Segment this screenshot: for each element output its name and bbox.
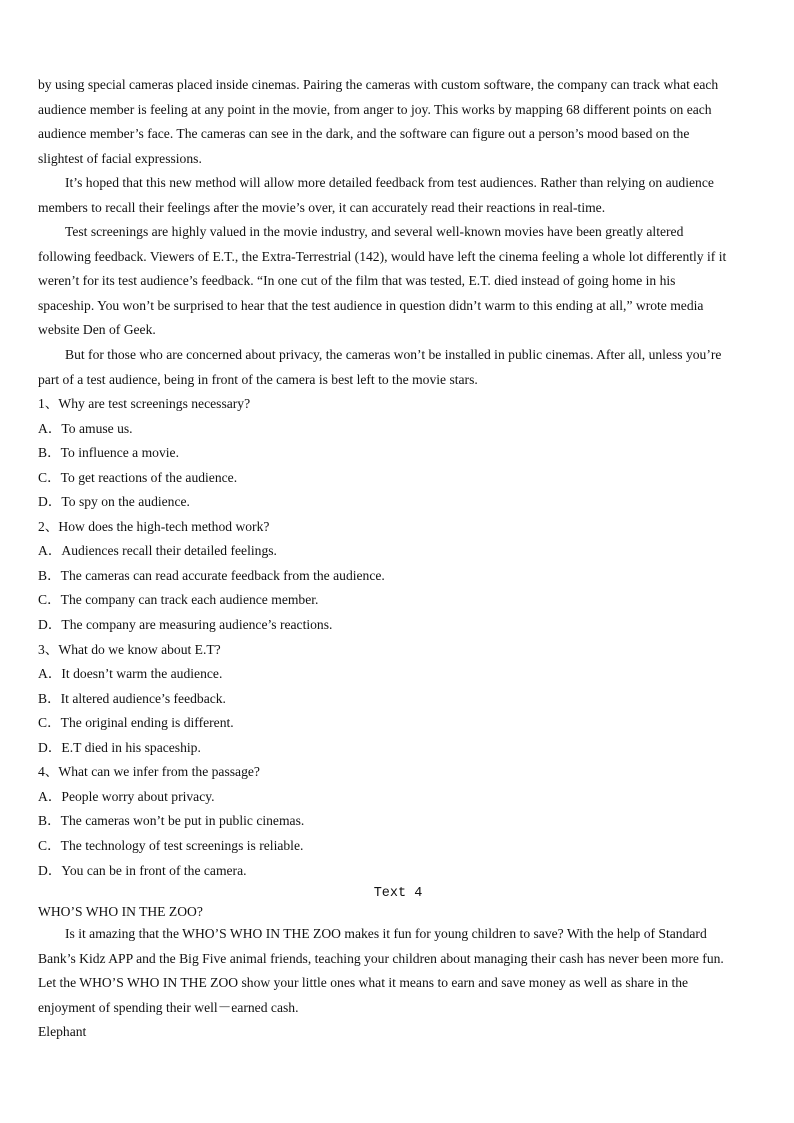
question	[38, 515, 758, 638]
paragraph	[38, 171, 758, 220]
answer-option: D．The company are measuring audience’s reactions.	[38, 617, 333, 633]
paragraph-line: But for those who are concerned about privacy, the cameras won’t be installed in public cinemas. After all, unless you’re	[65, 347, 722, 363]
question	[38, 760, 758, 883]
paragraph-line: spaceship. You won’t be surprised to hear that the test audience in question didn’t warm to this ending at all,” wrote media	[38, 297, 704, 313]
question-stem: 2、How does the high-tech method work?	[38, 518, 270, 534]
paragraph-line: It’s hoped that this new method will allow more detailed feedback from test audiences. Rather than relying on audience	[65, 175, 714, 191]
paragraph-line: audience member is feeling at any point in the movie, from anger to joy. This works by mapping 68 different points on each	[38, 101, 712, 117]
answer-option: A．It doesn’t warm the audience.	[38, 666, 223, 682]
document-page	[38, 73, 758, 1045]
question	[38, 638, 758, 761]
passage	[38, 73, 758, 392]
answer-option: C．The technology of test screenings is reliable.	[38, 837, 304, 853]
question-stem: 3、What do we know about E.T?	[38, 641, 221, 657]
paragraph-line: Bank’s Kidz APP and the Big Five animal friends, teaching your children about managing their cash has never been more fun.	[38, 950, 724, 966]
paragraph	[38, 220, 758, 343]
answer-option: B．The cameras won’t be put in public cinemas.	[38, 813, 305, 829]
paragraph-line: by using special cameras placed inside cinemas. Pairing the cameras with custom software, the company can track what each	[38, 77, 719, 92]
question	[38, 392, 758, 515]
paragraph-line: weren’t for its test audience’s feedback. “In one cut of the film that was tested, E.T. died instead of going home in his	[38, 273, 676, 289]
paragraph-line: members to recall their feelings after the movie’s over, it can accurately read their reactions in real-time.	[38, 199, 606, 215]
paragraph	[38, 73, 758, 171]
answer-option: B．To influence a movie.	[38, 445, 179, 461]
question-stem: 4、What can we infer from the passage?	[38, 764, 260, 780]
paragraph-line: Let the WHO’S WHO IN THE ZOO show your little ones what it means to earn and save money as well as share in the	[38, 975, 689, 991]
text4-title: WHO’S WHO IN THE ZOO?	[38, 904, 203, 920]
paragraph-line: Is it amazing that the WHO’S WHO IN THE ZOO makes it fun for young children to save? With the help of Standard	[65, 926, 707, 942]
answer-option: A．Audiences recall their detailed feelings.	[38, 543, 277, 559]
answer-option: D．E.T died in his spaceship.	[38, 739, 201, 755]
questions	[38, 392, 758, 883]
text4-heading: Text 4	[373, 886, 423, 902]
paragraph-line: Test screenings are highly valued in the movie industry, and several well-known movies have been greatly altered	[65, 224, 684, 240]
answer-option: A．To amuse us.	[38, 420, 133, 436]
answer-option: C．The company can track each audience member.	[38, 592, 319, 608]
paragraph-line: following feedback. Viewers of E.T., the Extra-Terrestrial (142), would have left the cinema feeling a whole lot differently if it	[38, 248, 727, 264]
text4-section	[38, 885, 758, 1045]
answer-option: B．It altered audience’s feedback.	[38, 690, 226, 706]
question-stem: 1、Why are test screenings necessary?	[38, 396, 251, 412]
paragraph-line: slightest of facial expressions.	[38, 150, 202, 166]
paragraph-line: audience member’s face. The cameras can see in the dark, and the software can figure out a person’s mood based on the	[38, 126, 690, 142]
paragraph-line: website Den of Geek.	[38, 322, 156, 338]
text4-subheading: Elephant	[38, 1024, 87, 1040]
answer-option: C．The original ending is different.	[38, 715, 234, 731]
answer-option: B．The cameras can read accurate feedback from the audience.	[38, 567, 385, 583]
answer-option: A．People worry about privacy.	[38, 788, 215, 804]
answer-option: D．You can be in front of the camera.	[38, 862, 247, 878]
paragraph-line: part of a test audience, being in front of the camera is best left to the movie stars.	[38, 371, 478, 387]
text4-paragraph	[38, 922, 758, 1020]
paragraph	[38, 343, 758, 392]
paragraph-line: enjoyment of spending their well－earned cash.	[38, 999, 299, 1015]
answer-option: D．To spy on the audience.	[38, 494, 190, 510]
answer-option: C．To get reactions of the audience.	[38, 469, 238, 485]
